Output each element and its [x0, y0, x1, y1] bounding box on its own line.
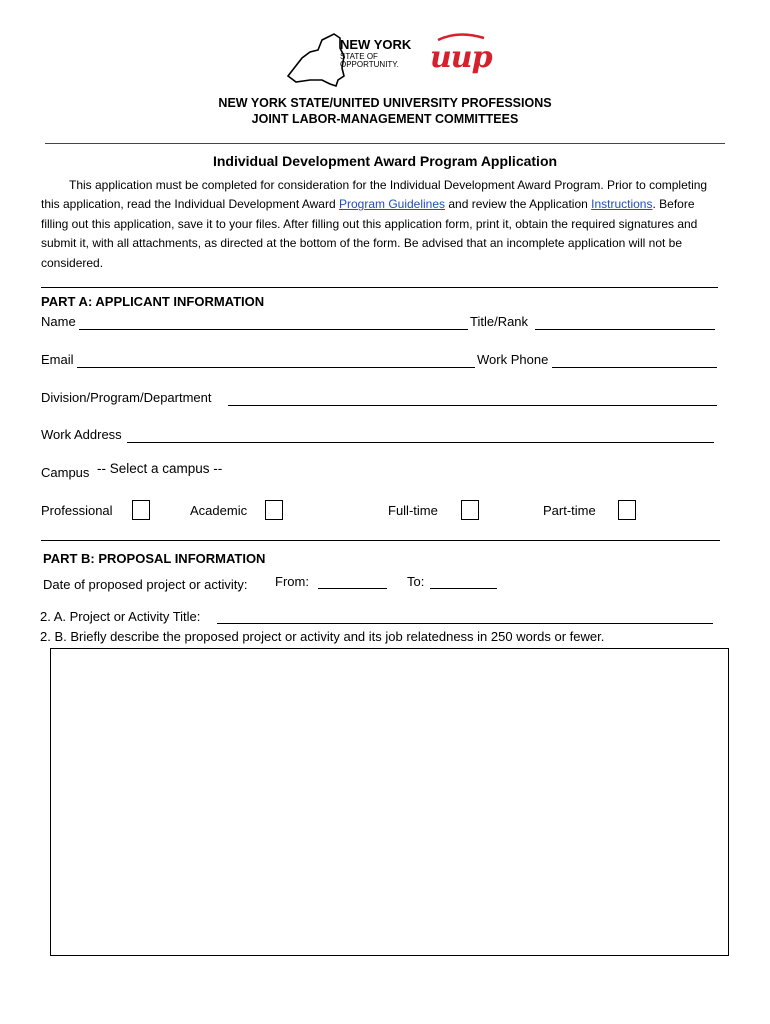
to-date-field[interactable]: [430, 588, 497, 589]
header-divider: [45, 143, 725, 144]
professional-label: Professional: [41, 503, 113, 518]
header-line-2: JOINT LABOR-MANAGEMENT COMMITTEES: [251, 112, 519, 126]
parttime-checkbox[interactable]: [618, 500, 636, 520]
academic-label: Academic: [190, 503, 248, 518]
name-label: Name: [41, 314, 76, 329]
academic-checkbox[interactable]: [265, 500, 283, 520]
work-address-label: Work Address: [41, 427, 122, 442]
ny-logo-line1: NEW YORK: [340, 37, 412, 52]
ny-logo-line3: OPPORTUNITY.: [340, 60, 399, 69]
title-rank-field[interactable]: [535, 329, 715, 330]
part-a-heading: PART A: APPLICANT INFORMATION: [41, 294, 265, 309]
date-label: Date of proposed project or activity:: [43, 577, 248, 592]
from-label: From:: [275, 574, 309, 589]
campus-label: Campus: [41, 465, 90, 480]
fulltime-label: Full-time: [388, 503, 438, 518]
project-title-label: 2. A. Project or Activity Title:: [40, 609, 201, 624]
work-phone-label: Work Phone: [477, 352, 549, 367]
uup-logo: uup: [428, 32, 488, 74]
parttime-label: Part-time: [543, 503, 596, 518]
part-b-heading: PART B: PROPOSAL INFORMATION: [43, 551, 266, 566]
work-address-field[interactable]: [127, 442, 714, 443]
form-title: Individual Development Award Program Application: [212, 153, 558, 169]
program-guidelines-link[interactable]: Program Guidelines: [338, 197, 446, 212]
header-line-1: NEW YORK STATE/UNITED UNIVERSITY PROFESSIONS: [218, 96, 552, 110]
fulltime-checkbox[interactable]: [461, 500, 479, 520]
division-field[interactable]: [228, 405, 717, 406]
campus-select[interactable]: -- Select a campus --: [97, 461, 223, 476]
describe-label: 2. B. Briefly describe the proposed project or activity and its job relatedness in 250 words or fewer.: [40, 629, 605, 644]
from-date-field[interactable]: [318, 588, 387, 589]
instructions-link[interactable]: Instructions: [591, 197, 653, 212]
title-rank-label: Title/Rank: [470, 314, 529, 329]
email-label: Email: [41, 352, 74, 367]
to-label: To:: [407, 574, 425, 589]
work-phone-field[interactable]: [552, 367, 717, 368]
project-description-textarea[interactable]: [50, 648, 729, 956]
intro-paragraph: This application must be completed for consideration for the Individual Development Award Program. Prior to completing this application, read the Individual Development Award Program Guidelines and review the Application Instructions. Before filling out this application, save it to your files. After filling out this application form, print it, obtain the required signatures and submit it, with all attachments, as directed at the bottom of the form. Be advised that an incomplete application will not be considered.: [41, 178, 708, 270]
professional-checkbox[interactable]: [132, 500, 150, 520]
division-label: Division/Program/Department: [41, 390, 212, 405]
name-field[interactable]: [79, 329, 468, 330]
logo: [282, 28, 492, 94]
project-title-field[interactable]: [217, 623, 713, 624]
email-field[interactable]: [77, 367, 475, 368]
section-divider-b: [41, 540, 720, 541]
section-divider-a: [41, 287, 718, 288]
ny-logo-line2: STATE OF: [340, 52, 378, 61]
